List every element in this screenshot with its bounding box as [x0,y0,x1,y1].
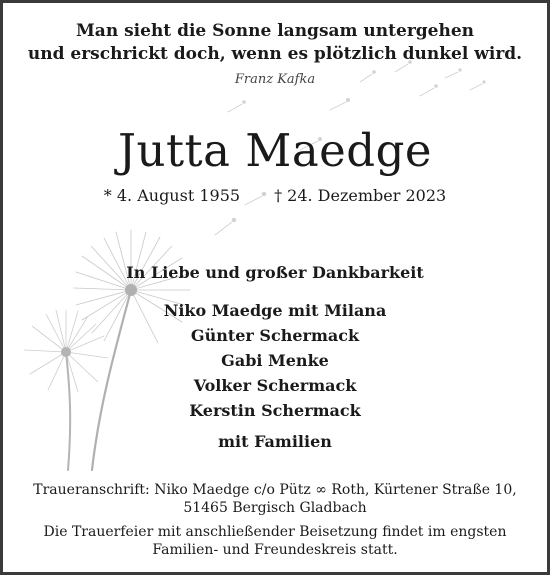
quote-author: Franz Kafka [234,72,316,87]
ceremony-line-2: Familien- und Freundeskreis statt. [152,542,398,558]
mourner-name: Günter Schermack [190,326,360,345]
address-line-2: 51465 Bergisch Gladbach [183,500,367,516]
mourner-name: Gabi Menke [221,351,329,370]
mourner-name: Niko Maedge mit Milana [163,301,387,320]
address-line-1: Traueranschrift: Niko Maedge c/o Pütz ∞ Roth, Kürtener Straße 10, [33,482,517,498]
death-date: † 24. Dezember 2023 [274,186,447,205]
ceremony-line-1: Die Trauerfeier mit anschließender Beisetzung findet im engsten [43,524,507,540]
mourning-closing: mit Familien [218,432,332,451]
quote-line-1: Man sieht die Sonne langsam untergehen [75,21,475,41]
birth-date: * 4. August 1955 [103,186,241,205]
quote-line-2: und erschrickt doch, wenn es plötzlich dunkel wird. [27,44,523,64]
mourner-name: Kerstin Schermack [189,401,361,420]
deceased-name: Jutta Maedge [117,124,433,177]
mourner-name: Volker Schermack [193,376,357,395]
mourning-intro: In Liebe und großer Dankbarkeit [126,263,424,282]
